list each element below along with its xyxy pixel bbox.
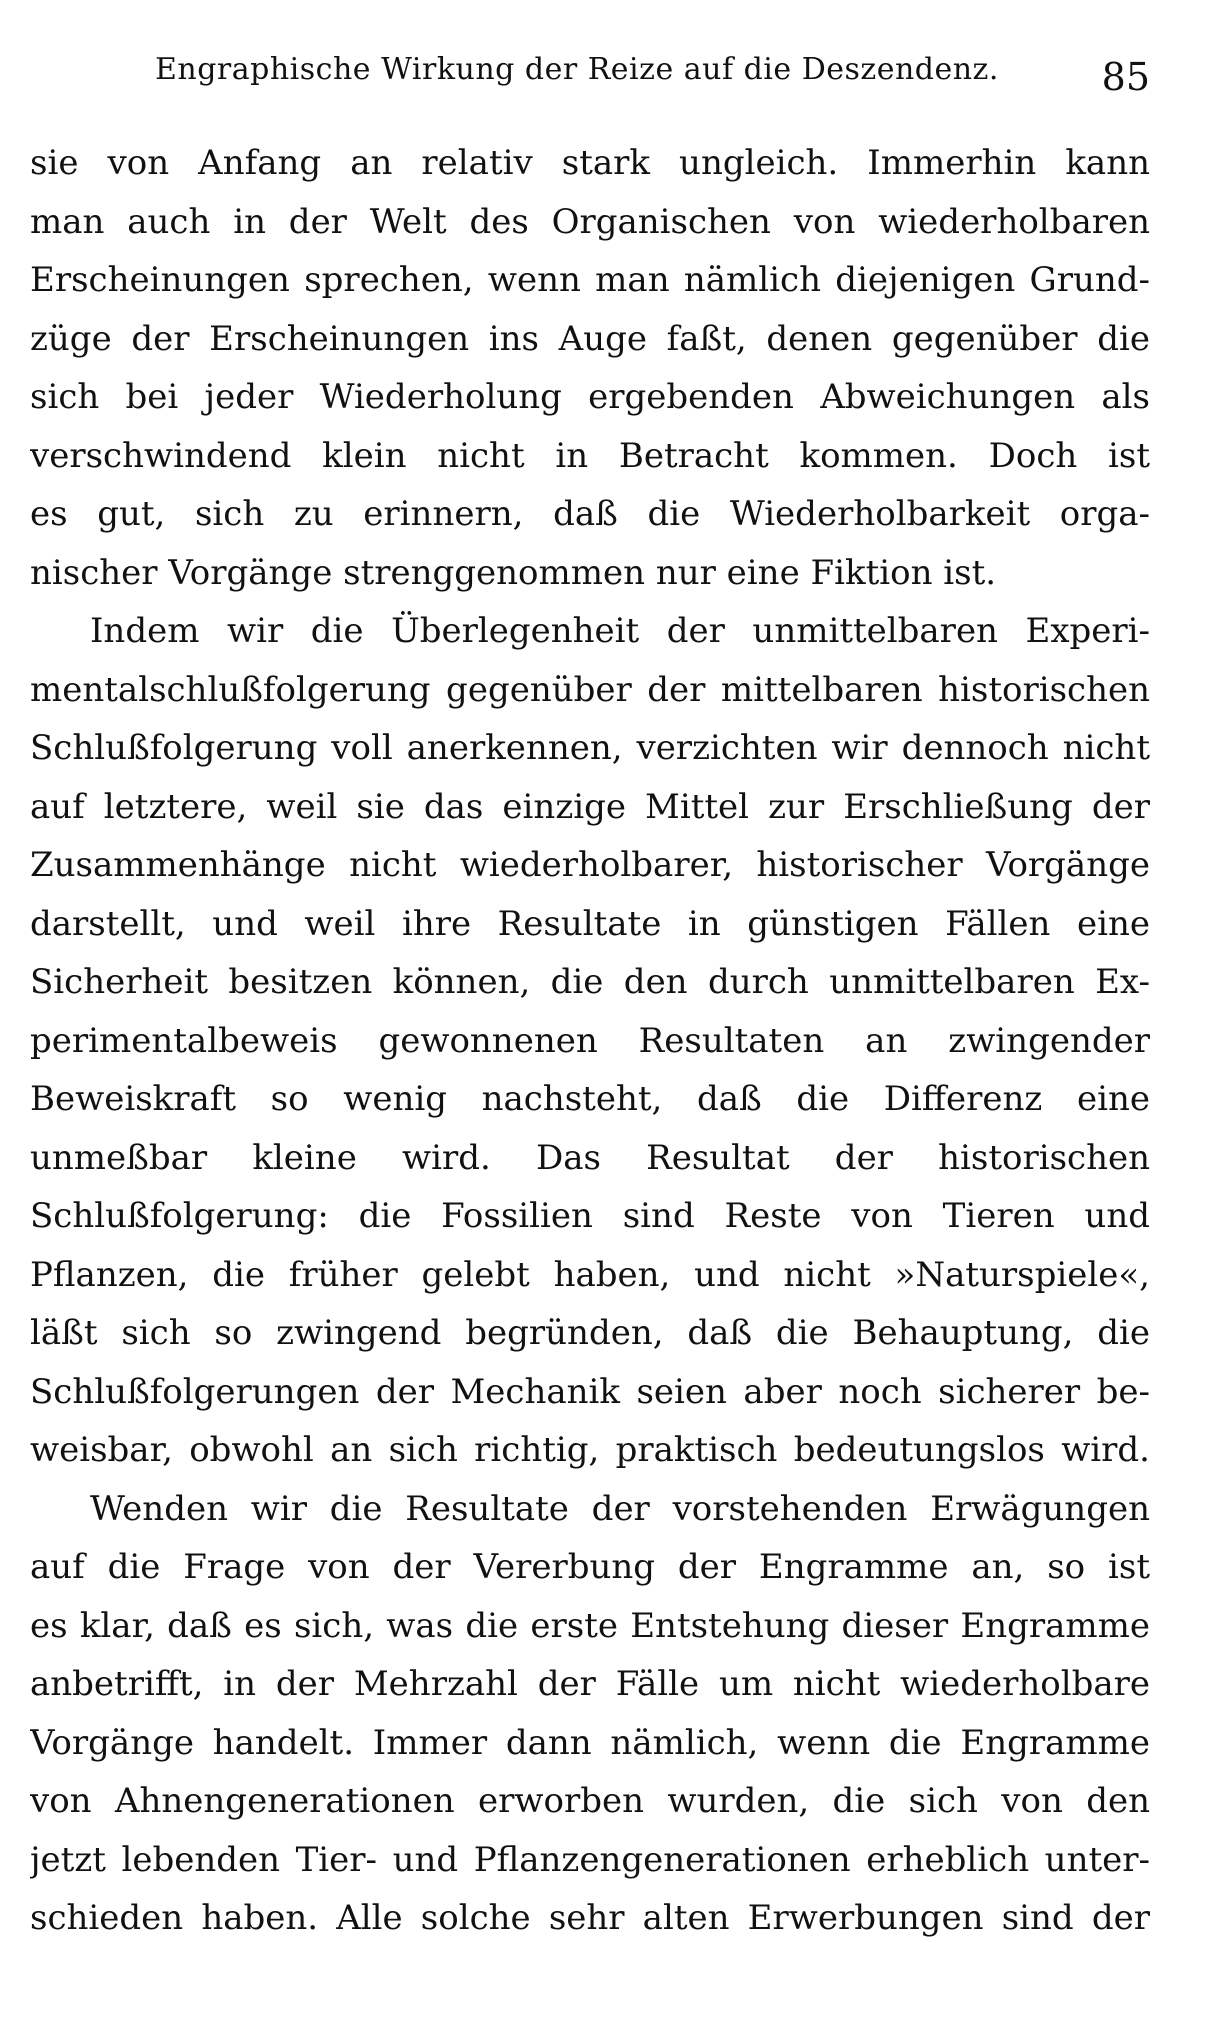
- text-line: es klar, daß es sich, was die erste Entstehung dieser Engramme: [30, 1605, 1150, 1646]
- running-head: Engraphische Wirkung der Reize auf die Deszendenz.: [155, 52, 999, 87]
- paragraph-3: [30, 1480, 1150, 1948]
- paragraph-1: [30, 134, 1150, 602]
- text-line: nischer Vorgänge strenggenommen nur eine Fiktion ist.: [30, 552, 997, 593]
- page-number: 85: [1101, 55, 1150, 99]
- paragraph-2: [30, 602, 1150, 1480]
- text-line: unmeßbar kleine wird. Das Resultat der historischen: [30, 1137, 1150, 1178]
- text-line: weisbar, obwohl an sich richtig, praktisch bedeutungslos wird.: [30, 1430, 1150, 1470]
- text-line: darstellt, und weil ihre Resultate in günstigen Fällen eine: [30, 903, 1150, 944]
- text-line: anbetrifft, in der Mehrzahl der Fälle um nicht wiederholbare: [30, 1664, 1150, 1704]
- body-text: [30, 134, 1150, 1948]
- text-line: mentalschlußfolgerung gegenüber der mittelbaren historischen: [30, 669, 1150, 710]
- text-line: Zusammenhänge nicht wiederholbarer, historischer Vorgänge: [30, 845, 1150, 885]
- text-line: Schlußfolgerungen der Mechanik seien aber noch sicherer be-: [30, 1371, 1150, 1412]
- text-line: sich bei jeder Wiederholung ergebenden Abweichungen als: [30, 377, 1150, 417]
- text-line: läßt sich so zwingend begründen, daß die Behauptung, die: [30, 1313, 1150, 1353]
- text-line: auf letztere, weil sie das einzige Mittel zur Erschließung der: [30, 786, 1150, 827]
- text-line: Schlußfolgerung: die Fossilien sind Reste von Tieren und: [30, 1196, 1150, 1236]
- text-line: auf die Frage von der Vererbung der Engramme an, so ist: [30, 1547, 1150, 1587]
- text-line: Pflanzen, die früher gelebt haben, und nicht »Naturspiele«,: [30, 1254, 1150, 1295]
- text-line: Wenden wir die Resultate der vorstehenden Erwägungen: [90, 1488, 1150, 1529]
- text-line: perimentalbeweis gewonnenen Resultaten an zwingender: [30, 1020, 1150, 1061]
- text-line: von Ahnengenerationen erworben wurden, die sich von den: [30, 1781, 1150, 1821]
- text-line: Vorgänge handelt. Immer dann nämlich, wenn die Engramme: [30, 1722, 1150, 1763]
- text-line: Beweiskraft so wenig nachsteht, daß die Differenz eine: [30, 1079, 1150, 1119]
- text-line: jetzt lebenden Tier- und Pflanzengenerationen erheblich unter-: [30, 1839, 1150, 1880]
- text-line: züge der Erscheinungen ins Auge faßt, denen gegenüber die: [30, 318, 1150, 359]
- text-line: Schlußfolgerung voll anerkennen, verzichten wir dennoch nicht: [30, 728, 1150, 768]
- text-line: man auch in der Welt des Organischen von wiederholbaren: [30, 201, 1150, 242]
- text-line: verschwindend klein nicht in Betracht kommen. Doch ist: [30, 435, 1150, 476]
- text-line: Erscheinungen sprechen, wenn man nämlich diejenigen Grund-: [30, 260, 1150, 300]
- text-line: Indem wir die Überlegenheit der unmittelbaren Experi-: [90, 611, 1150, 651]
- text-line: sie von Anfang an relativ stark ungleich. Immerhin kann: [30, 143, 1150, 183]
- text-line: schieden haben. Alle solche sehr alten Erwerbungen sind der: [30, 1898, 1150, 1938]
- text-line: es gut, sich zu erinnern, daß die Wiederholbarkeit orga-: [30, 494, 1150, 534]
- text-line: Sicherheit besitzen können, die den durch unmittelbaren Ex-: [30, 962, 1150, 1002]
